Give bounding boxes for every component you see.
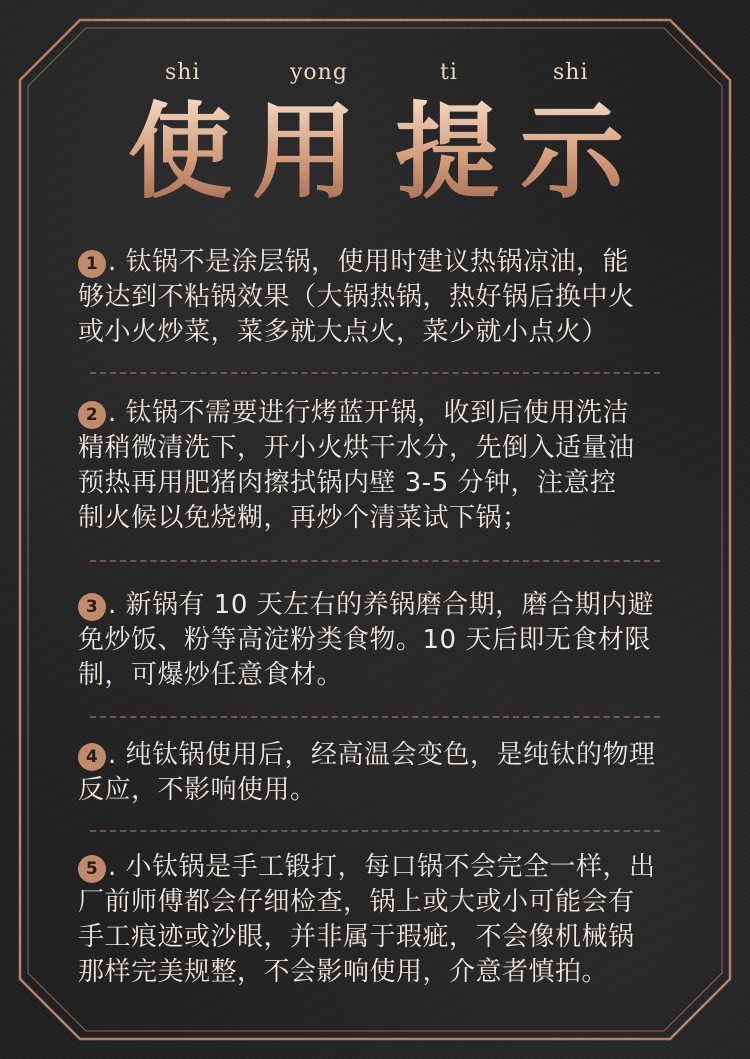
number-badge: 4: [78, 743, 106, 771]
number-badge: 5: [78, 855, 106, 883]
tip-line: 够达到不粘锅效果（大锅热锅，热好锅后换中火: [78, 282, 635, 312]
tip-line: 精稍微清洗下，开小火烘干水分，先倒入适量油: [78, 433, 635, 463]
title-char-3: 提: [395, 90, 500, 213]
tip-line: 手工痕迹或沙眼，并非属于瑕疵，不会像机械锅: [78, 922, 635, 952]
tip-line: 预热再用肥猪肉擦拭锅内壁 3-5 分钟，注意控: [78, 468, 617, 498]
tip-text: . 纯钛锅使用后，经高温会变色，是纯钛的物理: [108, 740, 656, 770]
number-badge: 1: [78, 250, 106, 278]
pinyin-2: yong: [290, 60, 348, 85]
tip-text: . 小钛锅是手工锻打，每口锅不会完全一样，出: [108, 852, 656, 882]
tip-text: . 钛锅不是涂层锅，使用时建议热锅凉油，能: [108, 247, 630, 277]
tip-line: 制火候以免烧糊，再炒个清菜试下锅；: [78, 503, 529, 533]
dashed-divider: [90, 716, 660, 718]
title-char-1: 使: [128, 90, 233, 213]
tip-item-2: [78, 396, 678, 536]
pinyin-1: shi: [165, 60, 201, 85]
tip-line: [78, 588, 678, 623]
number-badge: 2: [78, 401, 106, 429]
tip-item-5: [78, 850, 678, 990]
tip-item-4: [78, 738, 678, 808]
tip-line: 反应，不影响使用。: [78, 775, 317, 805]
dashed-divider: [90, 372, 660, 374]
pinyin-4: shi: [553, 60, 589, 85]
tip-line: 制，可爆炒任意食材。: [78, 660, 344, 690]
tip-text: . 钛锅不需要进行烤蓝开锅，收到后使用洗洁: [108, 398, 630, 428]
page-title: [0, 92, 750, 212]
title-char-4: 示: [520, 90, 625, 213]
tip-line: [78, 396, 678, 431]
tip-line: 或小火炒菜，菜多就大点火，菜少就小点火）: [78, 317, 609, 347]
pinyin-row: [0, 60, 750, 90]
pinyin-3: ti: [440, 60, 458, 85]
tip-line: 那样完美规整，不会影响使用，介意者慎拍。: [78, 957, 609, 987]
tip-line: 免炒饭、粉等高淀粉类食物。10 天后即无食材限: [78, 625, 651, 655]
tip-line: [78, 245, 678, 280]
tip-text: . 新锅有 10 天左右的养锅磨合期，磨合期内避: [108, 590, 655, 620]
tip-item-3: [78, 588, 678, 693]
tip-line: 厂前师傅都会仔细检查，锅上或大或小可能会有: [78, 887, 635, 917]
tip-item-1: [78, 245, 678, 350]
tip-line: [78, 738, 678, 773]
dashed-divider: [90, 830, 660, 832]
title-char-2: 用: [252, 90, 357, 213]
dashed-divider: [90, 560, 660, 562]
number-badge: 3: [78, 593, 106, 621]
tip-line: [78, 850, 678, 885]
